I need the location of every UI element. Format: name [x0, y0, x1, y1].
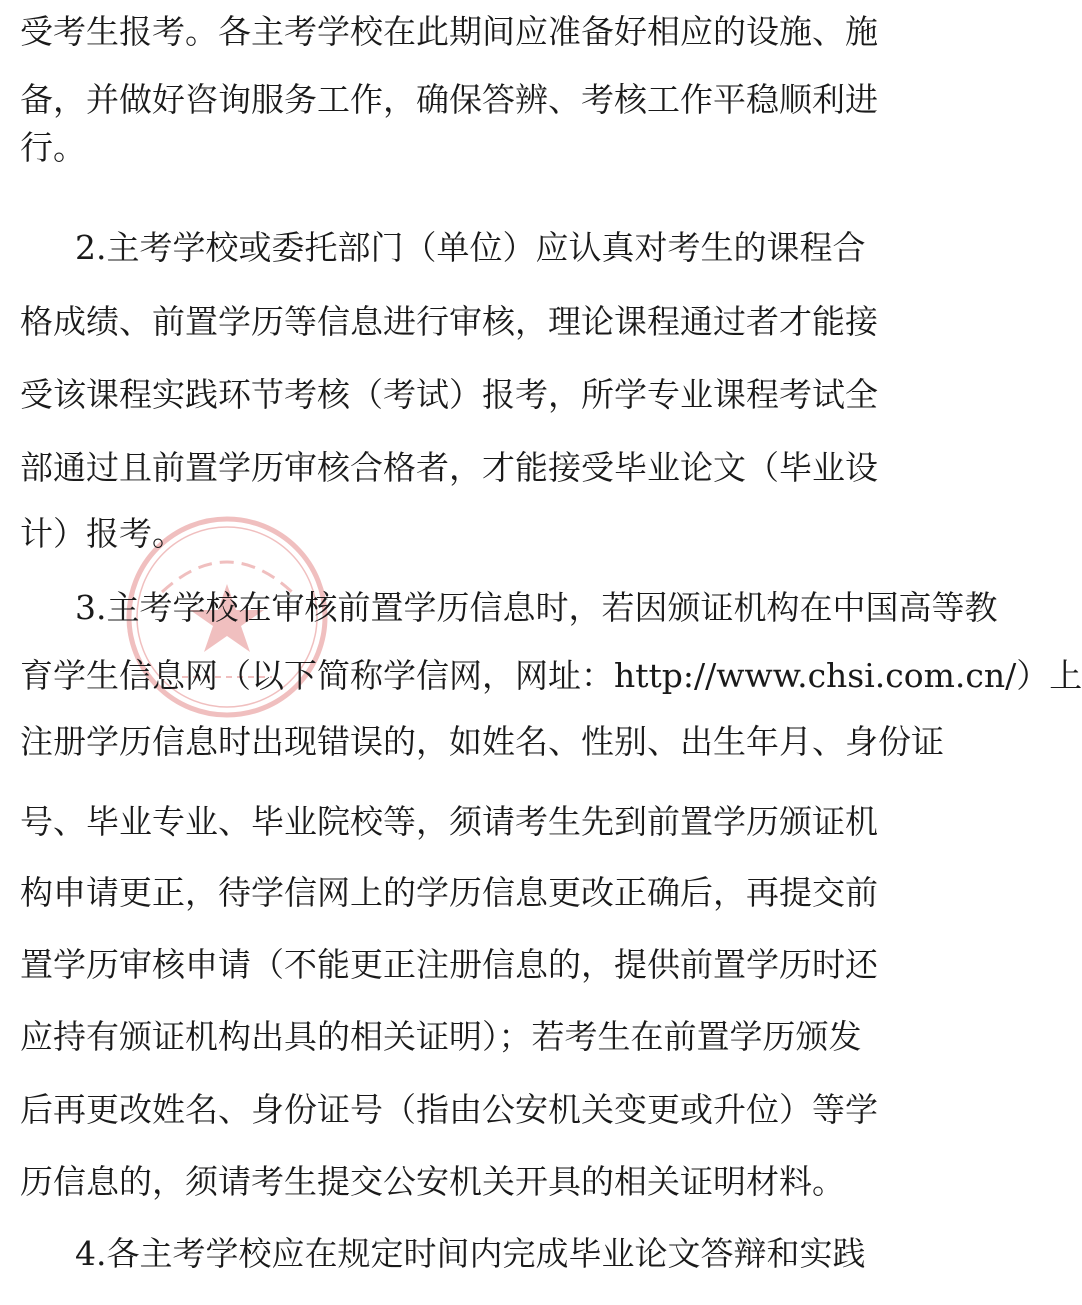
paragraph-4-line-1: 4.各主考学校应在规定时间内完成毕业论文答辩和实践 [75, 1234, 866, 1273]
paragraph-2-line-4: 部通过且前置学历审核合格者，才能接受毕业论文（毕业设 [20, 448, 878, 487]
text-line-1: 受考生报考。各主考学校在此期间应准备好相应的设施、施 [20, 12, 878, 51]
paragraph-3-line-1: 3.主考学校在审核前置学历信息时，若因颁证机构在中国高等教 [75, 588, 998, 627]
paragraph-2-line-3: 受该课程实践环节考核（考试）报考，所学专业课程考试全 [20, 375, 878, 414]
paragraph-2-line-2: 格成绩、前置学历等信息进行审核，理论课程通过者才能接 [20, 302, 878, 341]
paragraph-3-line-7: 应持有颁证机构出具的相关证明）；若考生在前置学历颁发 [20, 1017, 862, 1056]
paragraph-3-line-6: 置学历审核申请（不能更正注册信息的，提供前置学历时还 [20, 945, 878, 984]
paragraph-3-line-4: 号、毕业专业、毕业院校等，须请考生先到前置学历颁证机 [20, 802, 878, 841]
paragraph-3-line-5: 构申请更正，待学信网上的学历信息更改正确后，再提交前 [20, 873, 878, 912]
paragraph-3-line-2: 育学生信息网（以下简称学信网，网址：http://www.chsi.com.cn/）上 [20, 656, 1082, 695]
paragraph-2-line-1: 2.主考学校或委托部门（单位）应认真对考生的课程合 [75, 228, 866, 267]
text-line-2: 备，并做好咨询服务工作，确保答辨、考核工作平稳顺利进 [20, 80, 878, 119]
text-line-3: 行。 [20, 128, 86, 167]
paragraph-3-line-8: 后再更改姓名、身份证号（指由公安机关变更或升位）等学 [20, 1090, 878, 1129]
paragraph-2-line-5: 计）报考。 [20, 514, 185, 553]
paragraph-3-line-3: 注册学历信息时出现错误的，如姓名、性别、出生年月、身份证 [20, 722, 944, 761]
paragraph-3-line-9: 历信息的，须请考生提交公安机关开具的相关证明材料。 [20, 1162, 845, 1201]
